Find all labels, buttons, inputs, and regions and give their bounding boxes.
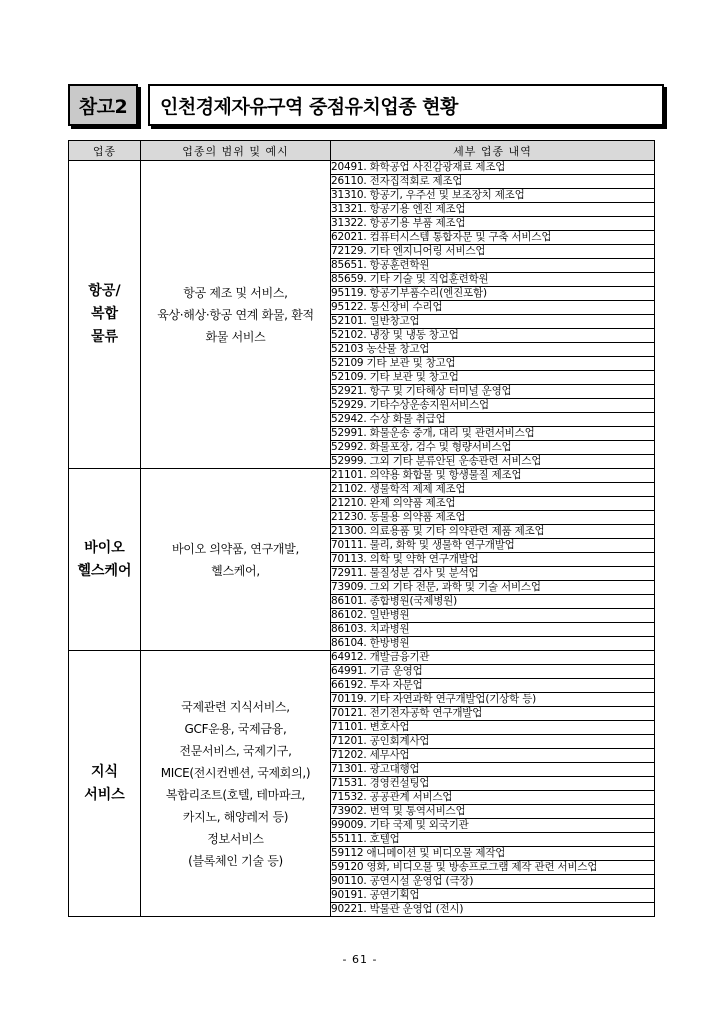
category-label: 바이오: [84, 539, 125, 556]
scope-text: 복합리조트(호텔, 테마파크,: [165, 787, 306, 802]
detail-item-cell: 85659. 기타 기술 및 직업훈련학원: [331, 273, 655, 287]
detail-item-cell: 52102. 냉장 및 냉동 창고업: [331, 329, 655, 343]
detail-item-cell: 90191. 공연기획업: [331, 889, 655, 903]
detail-item-cell: 86104. 한방병원: [331, 637, 655, 651]
detail-item-cell: 72911. 물질성분 검사 및 분석업: [331, 567, 655, 581]
reference-tag: 참고2: [68, 84, 138, 126]
section-header: [68, 84, 458, 126]
detail-item-cell: 52991. 화물운송 중개, 대리 및 관련서비스업: [331, 427, 655, 441]
page-title: 인천경제자유구역 중점유치업종 현황: [148, 84, 664, 126]
category-label: 물류: [90, 329, 119, 345]
detail-item-cell: 52992. 화물포장, 검수 및 형량서비스업: [331, 441, 655, 455]
scope-text: GCF운용, 국제금융,: [184, 721, 287, 736]
detail-item-cell: 21102. 생물학적 제제 제조업: [331, 483, 655, 497]
category-label: 헬스케어: [77, 562, 132, 579]
detail-item-cell: 59120 영화, 비디오물 및 방송프로그램 제작 관련 서비스업: [331, 861, 655, 875]
detail-item-cell: 71531. 경영컨설팅업: [331, 777, 655, 791]
detail-item-cell: 62021. 컴퓨터시스템 통합자문 및 구축 서비스업: [331, 231, 655, 245]
scope-text: 카지노, 해양레저 등): [182, 809, 289, 824]
detail-item-cell: 52929. 기타수상운송지원서비스업: [331, 399, 655, 413]
detail-item-cell: 55111. 호텔업: [331, 833, 655, 847]
detail-item-cell: 72129. 기타 엔지니어링 서비스업: [331, 245, 655, 259]
detail-item-cell: 21230. 동물용 의약품 제조업: [331, 511, 655, 525]
table-row: [69, 469, 655, 483]
detail-item-cell: 73909. 그외 기타 전문, 과학 및 기술 서비스업: [331, 581, 655, 595]
page-number: - 61 -: [342, 953, 378, 966]
detail-item-cell: 26110. 전자집적회로 제조업: [331, 175, 655, 189]
detail-item-cell: 70111. 물리, 화학 및 생물학 연구개발업: [331, 539, 655, 553]
detail-item-cell: 52103 농산물 창고업: [331, 343, 655, 357]
scope-text: 바이오 의약품, 연구개발,: [172, 541, 299, 556]
detail-item-cell: 95122. 통신장비 수리업: [331, 301, 655, 315]
industry-table: [68, 140, 655, 917]
detail-item-cell: 70119. 기타 자연과학 연구개발업(기상학 등): [331, 693, 655, 707]
category-label: 서비스: [84, 786, 125, 803]
detail-item-cell: 99009. 기타 국제 및 외국기관: [331, 819, 655, 833]
detail-item-cell: 64991. 기금 운영업: [331, 665, 655, 679]
detail-item-cell: 70113. 의학 및 약학 연구개발업: [331, 553, 655, 567]
table-row: [69, 161, 655, 175]
detail-item-cell: 31310. 항공기, 우주선 및 보조장치 제조업: [331, 189, 655, 203]
detail-item-cell: 71202. 세무사업: [331, 749, 655, 763]
category-label: 지식: [90, 763, 119, 780]
detail-item-cell: 71101. 변호사업: [331, 721, 655, 735]
scope-text: 전문서비스, 국제기구,: [179, 743, 292, 758]
scope-cell: [141, 651, 331, 917]
scope-cell: [141, 469, 331, 651]
detail-item-cell: 71301. 광고대행업: [331, 763, 655, 777]
scope-text: 육상·해상·항공 연계 화물, 환적: [157, 307, 314, 322]
detail-item-cell: 52109 기타 보관 및 창고업: [331, 357, 655, 371]
detail-item-cell: 52942. 수상 화물 취급업: [331, 413, 655, 427]
category-label: 복합: [90, 306, 119, 322]
detail-item-cell: 71201. 공인회계사업: [331, 735, 655, 749]
detail-item-cell: 64912. 개발금융기관: [331, 651, 655, 665]
table-row: [69, 651, 655, 665]
detail-item-cell: 31321. 항공기용 엔진 제조업: [331, 203, 655, 217]
detail-item-cell: 90221. 박물관 운영업 (전시): [331, 903, 655, 917]
detail-item-cell: 90110. 공연시설 운영업 (극장): [331, 875, 655, 889]
detail-item-cell: 52101. 일반창고업: [331, 315, 655, 329]
detail-item-cell: 95119. 항공기부품수리(엔진포함): [331, 287, 655, 301]
scope-text: 헬스케어,: [211, 563, 260, 578]
detail-item-cell: 52999. 그외 기타 분류안된 운송관련 서비스업: [331, 455, 655, 469]
detail-item-cell: 31322. 항공기용 부품 제조업: [331, 217, 655, 231]
detail-item-cell: 59112 애니메이션 및 비디오물 제작업: [331, 847, 655, 861]
category-label: 항공/: [88, 283, 121, 299]
table-body: [69, 161, 655, 917]
detail-item-cell: 71532. 공공관계 서비스업: [331, 791, 655, 805]
detail-item-cell: 21300. 의료용품 및 기타 의약관련 제품 제조업: [331, 525, 655, 539]
table-header-row: [69, 141, 655, 161]
detail-item-cell: 73902. 번역 및 통역서비스업: [331, 805, 655, 819]
category-cell: [69, 469, 141, 651]
detail-item-cell: 20491. 화학공업 사진감광재료 제조업: [331, 161, 655, 175]
detail-item-cell: 86101. 종합병원(국제병원): [331, 595, 655, 609]
detail-item-cell: 85651. 항공훈련학원: [331, 259, 655, 273]
scope-text: 정보서비스: [207, 831, 264, 846]
detail-item-cell: 21101. 의약용 화합물 및 항생물질 제조업: [331, 469, 655, 483]
detail-item-cell: 66192. 투자 자문업: [331, 679, 655, 693]
detail-item-cell: 52921. 항구 및 기타해상 터미널 운영업: [331, 385, 655, 399]
column-header-details: 세부 업종 내역: [331, 141, 655, 161]
scope-cell: [141, 161, 331, 469]
category-cell: [69, 161, 141, 469]
detail-item-cell: 52109. 기타 보관 및 창고업: [331, 371, 655, 385]
column-header-industry: 업종: [69, 141, 141, 161]
scope-text: (블록체인 기술 등): [188, 853, 283, 868]
scope-text: 국제관련 지식서비스,: [181, 699, 290, 714]
detail-item-cell: 70121. 전기전자공학 연구개발업: [331, 707, 655, 721]
scope-text: MICE(전시컨벤션, 국제회의,): [160, 765, 311, 780]
detail-item-cell: 86102. 일반병원: [331, 609, 655, 623]
category-cell: [69, 651, 141, 917]
detail-item-cell: 21210. 완제 의약품 제조업: [331, 497, 655, 511]
column-header-scope: 업종의 범위 및 예시: [141, 141, 331, 161]
scope-text: 항공 제조 및 서비스,: [183, 285, 288, 300]
scope-text: 화물 서비스: [205, 329, 266, 344]
detail-item-cell: 86103. 치과병원: [331, 623, 655, 637]
